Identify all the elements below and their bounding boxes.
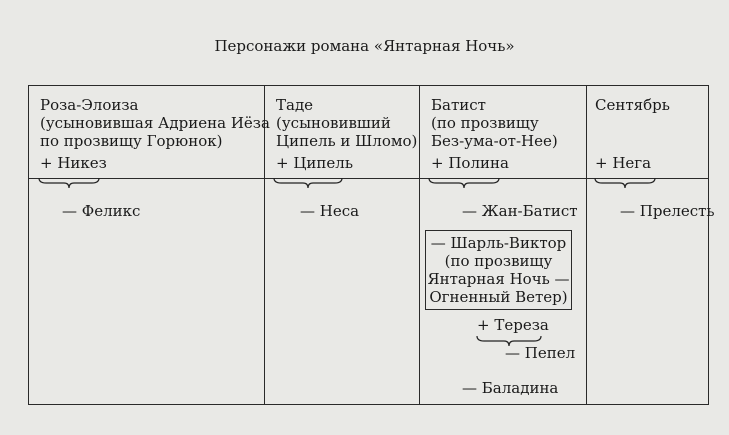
spouse-nega: + Нега: [595, 154, 652, 172]
boxed-child-sharl-viktor: [425, 230, 572, 310]
brace: [428, 176, 500, 190]
boxed-line: Огненный Ветер): [429, 288, 568, 306]
brace: [38, 176, 100, 190]
diagram-title: Персонажи романа «Янтарная Ночь»: [214, 37, 515, 55]
boxed-line: (по прозвищу: [444, 252, 553, 270]
header-line: Ципель и Шломо): [276, 132, 418, 150]
child-nesa: — Неса: [300, 202, 360, 220]
header-line: Таде: [276, 96, 314, 114]
boxed-line: Янтарная Ночь —: [427, 270, 570, 288]
header-line: по прозвищу Горюнок): [40, 132, 223, 150]
header-line: (по прозвищу: [431, 114, 539, 132]
header-line: Батист: [431, 96, 486, 114]
child-prelest: — Прелесть: [620, 202, 715, 220]
column-roza-header: [40, 96, 270, 150]
column-sentyabr-header: [595, 96, 670, 114]
grandchild-pepel: — Пепел: [505, 344, 576, 362]
header-line: Без-ума-от-Нее): [431, 132, 558, 150]
spouse-tereza: + Тереза: [477, 316, 549, 334]
header-line: Роза-Элоиза: [40, 96, 139, 114]
spouse-polina: + Полина: [431, 154, 509, 172]
child-zhan-batist: — Жан-Батист: [462, 202, 578, 220]
child-feliks: — Феликс: [62, 202, 141, 220]
column-batist-header: [431, 96, 558, 150]
brace: [594, 176, 656, 190]
brace: [273, 176, 343, 190]
header-line: (усыновивший: [276, 114, 391, 132]
header-line: (усыновившая Адриена Иёза: [40, 114, 270, 132]
header-line: Сентябрь: [595, 96, 670, 114]
column-divider: [419, 86, 420, 404]
child-baladina: — Баладина: [462, 379, 559, 397]
column-tade-header: [276, 96, 417, 150]
spouse-nikez: + Никез: [40, 154, 107, 172]
boxed-line: — Шарль-Виктор: [430, 234, 567, 252]
column-divider: [586, 86, 587, 404]
spouse-tsipel: + Ципель: [276, 154, 353, 172]
